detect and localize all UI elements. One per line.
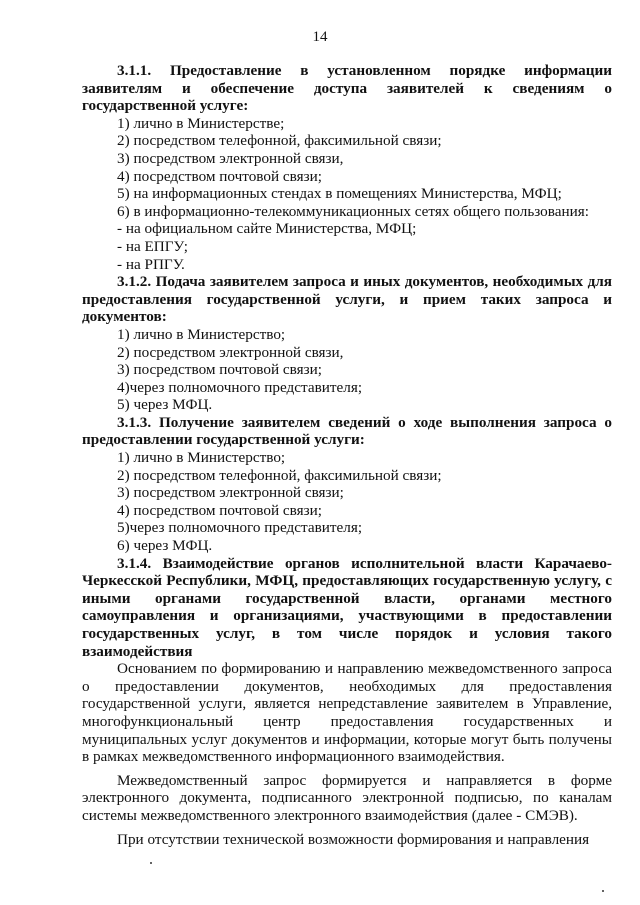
list-item: 4) посредством почтовой связи; xyxy=(117,167,322,185)
scan-speck xyxy=(602,890,604,892)
body-paragraph: Основанием по формированию и направлению межведомственного запроса о предоставлении документов, необходимых для предоставления государственной услуги, является непредставление заявителем в Управление, многофункциональный центр предоставления государственных и муниципальных услуг документов и информации, которые могут быть получены в рамках межведомственного информационного взаимодействия. xyxy=(82,660,612,766)
list-item: 6) в информационно-телекоммуникационных сетях общего пользования: xyxy=(117,202,589,220)
body-paragraph: При отсутствии технической возможности формирования и направления xyxy=(117,830,590,848)
section-3-1-1-heading: 3.1.1. Предоставление в установленном порядке информации заявителям и обеспечение доступа заявителей к сведениям о государственной услуге: xyxy=(82,62,612,115)
section-3-1-4-heading: 3.1.4. Взаимодействие органов исполнительной власти Карачаево-Черкесской Республики, МФЦ, предоставляющих государственную услугу, с иными органами государственной власти, органами местного самоуправления и организациями, участвующими в предоставлении государственных услуг, в том числе порядок и условия такого взаимодействия xyxy=(82,554,612,660)
list-item: 2) посредством электронной связи, xyxy=(117,343,344,361)
list-item: 1) лично в Министерство; xyxy=(117,325,286,343)
list-item: 4)через полномочного представителя; xyxy=(117,378,363,396)
section-3-1-3-heading: 3.1.3. Получение заявителем сведений о ходе выполнения запроса о предоставлении государственной услуги: xyxy=(82,413,612,449)
list-item: 5)через полномочного представителя; xyxy=(117,519,363,537)
page-number: 14 xyxy=(312,29,328,45)
document-body xyxy=(82,62,612,848)
list-item: 2) посредством телефонной, факсимильной связи; xyxy=(117,466,442,484)
list-item: 1) лично в Министерстве; xyxy=(117,114,285,132)
list-item: 5) на информационных стендах в помещениях Министерства, МФЦ; xyxy=(117,185,562,203)
list-item: 3) посредством почтовой связи; xyxy=(117,361,322,379)
list-item: 6) через МФЦ. xyxy=(117,537,213,555)
list-item: 1) лично в Министерство; xyxy=(117,449,286,467)
scan-speck xyxy=(150,862,152,864)
list-item: - на РПГУ. xyxy=(117,255,185,273)
list-item: 2) посредством телефонной, факсимильной связи; xyxy=(117,132,442,150)
list-item: - на ЕПГУ; xyxy=(117,237,188,255)
list-item: 3) посредством электронной связи; xyxy=(117,484,344,502)
section-3-1-2-heading: 3.1.2. Подача заявителем запроса и иных документов, необходимых для предоставления государственной услуги, и прием таких запроса и документов: xyxy=(82,273,612,326)
list-item: - на официальном сайте Министерства, МФЦ; xyxy=(117,220,417,238)
body-paragraph: Межведомственный запрос формируется и направляется в форме электронного документа, подписанного электронной подписью, по каналам системы межведомственного электронного взаимодействия (далее - СМЭВ). xyxy=(82,771,612,824)
list-item: 5) через МФЦ. xyxy=(117,396,213,414)
list-item: 3) посредством электронной связи, xyxy=(117,149,344,167)
list-item: 4) посредством почтовой связи; xyxy=(117,501,322,519)
